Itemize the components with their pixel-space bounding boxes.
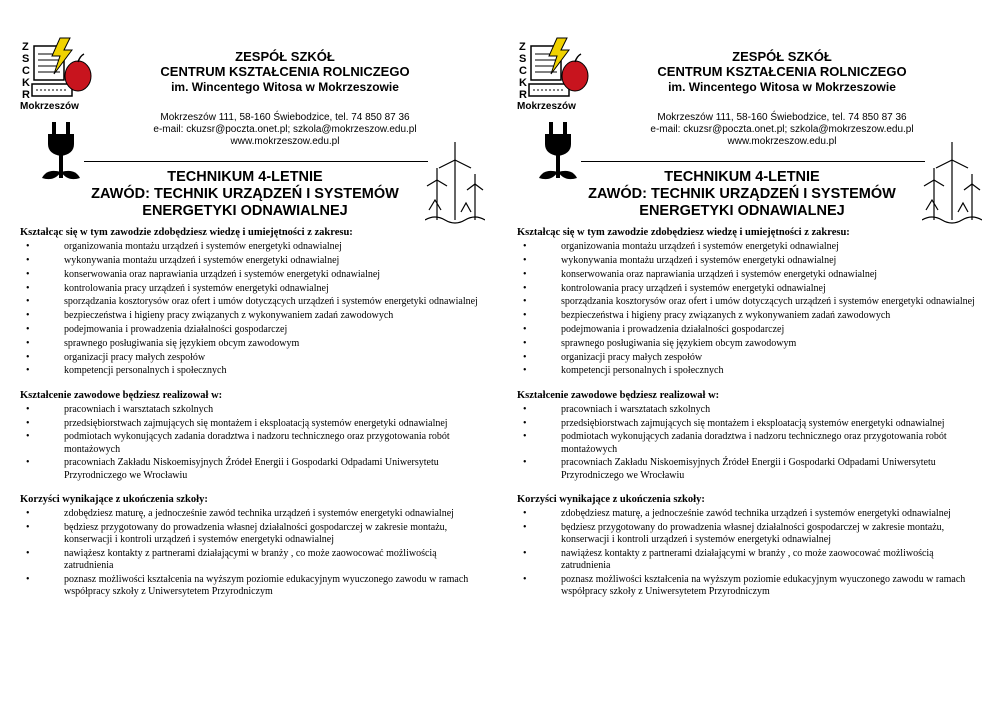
logo-caption: Mokrzeszów [517,101,576,112]
bullet-icon: • [26,310,30,322]
list-item-text: organizacji pracy małych zespołów [561,351,703,363]
bullet-icon: • [26,282,30,294]
list-item [517,431,981,455]
list-item-text: przedsiębiorstwach zajmujących się montażem i eksploatacją systemów energetyki odnawialnej [561,417,945,429]
bullet-icon: • [26,323,30,335]
list-item-text: podejmowania i prowadzenia działalności gospodarczej [561,323,785,335]
training-places-list [517,404,981,482]
logo-letter: S [519,53,527,65]
list-item [517,548,981,572]
list-item-text: konserwowania oraz naprawiania urządzeń i systemów energetyki odnawialnej [64,268,381,280]
bullet-icon: • [26,241,30,253]
training-places-list [20,404,484,482]
list-item-text: sporządzania kosztorysów oraz ofert i umów dotyczących urządzeń i systemów energetyki odnawialnej [64,296,478,308]
logo-letter: Z [519,41,526,53]
list-item-text: sporządzania kosztorysów oraz ofert i umów dotyczących urządzeń i systemów energetyki odnawialnej [561,296,975,308]
bullet-icon: • [523,323,527,335]
email-address: e-mail: ckuzsr@poczta.onet.pl; szkola@mokrzeszow.edu.pl [153,124,417,135]
list-item-text: podmiotach wykonujących zadania doradztwa i nadzoru technicznego oraz przygotowania robót montażowych [64,431,450,455]
profession-title-cont: ENERGETYKI ODNAWIALNEJ [142,203,348,219]
website-link[interactable]: www.mokrzeszow.edu.pl [727,136,837,147]
list-item [20,269,484,281]
list-item-text: pracowniach Zakładu Niskoemisyjnych Źródeł Energii i Gospodarki Odpadami Uniwersytetu Przyrodniczego we Wrocławiu [64,457,439,481]
list-item [20,508,484,520]
bullet-icon: • [523,521,527,533]
program-title: TECHNIKUM 4-LETNIE [664,169,820,185]
list-item-text: organizacji pracy małych zespołów [64,351,206,363]
list-item-text: pracowniach i warsztatach szkolnych [561,403,711,415]
list-item [20,310,484,322]
logo-letter: R [519,89,527,101]
wind-turbines-icon [425,140,485,224]
section-benefits [517,494,981,598]
logo-caption: Mokrzeszów [20,101,79,112]
school-patron: im. Wincentego Witosa w Mokrzeszowie [171,80,399,94]
bullet-icon: • [523,282,527,294]
list-item [517,296,981,308]
bullet-icon: • [26,296,30,308]
list-item [517,404,981,416]
logo-letter: R [22,89,30,101]
list-item-text: kontrolowania pracy urządzeń i systemów energetyki odnawialnej [561,282,826,294]
bullet-icon: • [523,547,527,559]
leaflet-left [20,0,486,702]
list-item-text: pracowniach i warsztatach szkolnych [64,403,214,415]
bullet-icon: • [523,337,527,349]
logo-letter: K [519,77,527,89]
list-item [20,296,484,308]
bullet-icon: • [26,547,30,559]
list-item-text: bezpieczeństwa i higieny pracy związanych z wykonywaniem zadań zawodowych [561,310,891,322]
list-item [517,324,981,336]
postal-address: Mokrzeszów 111, 58-160 Świebodzice, tel. 74 850 87 36 [657,112,907,123]
postal-address: Mokrzeszów 111, 58-160 Świebodzice, tel. 74 850 87 36 [160,112,410,123]
section-heading: Kształcenie zawodowe będziesz realizował w: [20,389,223,401]
list-item-text: sprawnego posługiwania się językiem obcym zawodowym [561,337,797,349]
list-item [517,255,981,267]
section-heading: Korzyści wynikające z ukończenia szkoły: [20,493,208,505]
section-heading: Kształcąc się w tym zawodzie zdobędziesz wiedzę i umiejętności z zakresu: [20,227,353,238]
skills-list [20,241,484,377]
program-title: TECHNIKUM 4-LETNIE [167,169,323,185]
list-item [517,352,981,364]
list-item-text: bezpieczeństwa i higieny pracy związanych z wykonywaniem zadań zawodowych [64,310,394,322]
bullet-icon: • [523,507,527,519]
bullet-icon: • [26,351,30,363]
logo-letter: Z [22,41,29,53]
list-item-text: sprawnego posługiwania się językiem obcym zawodowym [64,337,300,349]
list-item [517,310,981,322]
list-item-text: kontrolowania pracy urządzeń i systemów energetyki odnawialnej [64,282,329,294]
bullet-icon: • [523,573,527,585]
list-item [20,241,484,253]
bullet-icon: • [523,310,527,322]
list-item-text: konserwowania oraz naprawiania urządzeń i systemów energetyki odnawialnej [561,268,878,280]
list-item [20,522,484,546]
list-item [20,338,484,350]
list-item-text: nawiążesz kontakty z partnerami działającymi w branży , co może zaowocować możliwością zatrudnienia [561,547,934,571]
list-item-text: nawiążesz kontakty z partnerami działającymi w branży , co może zaowocować możliwością zatrudnienia [64,547,437,571]
bullet-icon: • [523,417,527,429]
list-item [20,457,484,481]
school-center-name: CENTRUM KSZTAŁCENIA ROLNICZEGO [657,64,907,79]
list-item [517,269,981,281]
list-item-text: wykonywania montażu urządzeń i systemów energetyki odnawialnej [561,255,837,266]
list-item-text: wykonywania montażu urządzeń i systemów energetyki odnawialnej [64,255,340,266]
list-item [517,338,981,350]
list-item [517,241,981,253]
list-item [517,283,981,295]
bullet-icon: • [26,521,30,533]
bullet-icon: • [523,431,527,443]
list-item-text: organizowania montażu urządzeń i systemów energetyki odnawialnej [561,241,839,253]
bullet-icon: • [523,365,527,377]
school-patron: im. Wincentego Witosa w Mokrzeszowie [668,80,896,94]
list-item [517,457,981,481]
benefits-list [20,508,484,598]
bullet-icon: • [523,268,527,280]
list-item [517,365,981,377]
school-center-name: CENTRUM KSZTAŁCENIA ROLNICZEGO [160,64,410,79]
header-divider [84,161,428,162]
section-heading: Kształcenie zawodowe będziesz realizował w: [517,389,720,401]
list-item [517,522,981,546]
list-item [20,365,484,377]
list-item [20,418,484,430]
list-item [20,255,484,267]
website-link[interactable]: www.mokrzeszow.edu.pl [230,136,340,147]
list-item [20,574,484,598]
list-item [20,548,484,572]
logo-letter: S [22,53,30,65]
logo-letter: C [519,65,527,77]
bullet-icon: • [523,351,527,363]
leaflet-body [517,227,981,610]
section-benefits [20,494,484,598]
section-skills [20,227,484,378]
list-item-text: będziesz przygotowany do prowadzenia własnej działalności gospodarczej w zakresie montażu, konserwacji i kontroli urządzeń i systemów energetyki odnawialnej [64,521,448,545]
list-item-text: pracowniach Zakładu Niskoemisyjnych Źródeł Energii i Gospodarki Odpadami Uniwersytetu Przyrodniczego we Wrocławiu [561,457,936,481]
section-training-places [517,390,981,482]
bullet-icon: • [26,417,30,429]
leaflet-body [20,227,484,610]
bullet-icon: • [26,255,30,266]
profession-title-cont: ENERGETYKI ODNAWIALNEJ [639,203,845,219]
list-item [20,324,484,336]
bullet-icon: • [26,457,30,469]
bullet-icon: • [26,431,30,443]
profession-title: ZAWÓD: TECHNIK URZĄDZEŃ I SYSTEMÓW [588,186,896,202]
wind-turbines-icon [922,140,982,224]
list-item [517,574,981,598]
bullet-icon: • [523,241,527,253]
email-address: e-mail: ckuzsr@poczta.onet.pl; szkola@mokrzeszow.edu.pl [650,124,914,135]
list-item-text: podejmowania i prowadzenia działalności gospodarczej [64,323,288,335]
list-item-text: kompetencji personalnych i społecznych [561,365,724,377]
logo-letter: C [22,65,30,77]
list-item [20,352,484,364]
logo-letter: K [22,77,30,89]
list-item [20,283,484,295]
section-heading: Korzyści wynikające z ukończenia szkoły: [517,493,705,505]
list-item-text: poznasz możliwości kształcenia na wyższym poziomie edukacyjnym wyuczonego zawodu w ramach współpracy szkoły z Uniwersytetem Przyrodniczym [561,573,966,597]
bullet-icon: • [26,268,30,280]
list-item-text: przedsiębiorstwach zajmujących się montażem i eksploatacją systemów energetyki odnawialnej [64,417,448,429]
bullet-icon: • [26,365,30,377]
section-training-places [20,390,484,482]
school-name: ZESPÓŁ SZKÓŁ [732,49,832,64]
bullet-icon: • [523,255,527,266]
profession-title: ZAWÓD: TECHNIK URZĄDZEŃ I SYSTEMÓW [91,186,399,202]
list-item [517,418,981,430]
school-name: ZESPÓŁ SZKÓŁ [235,49,335,64]
bullet-icon: • [26,507,30,519]
header-divider [581,161,925,162]
list-item [20,431,484,455]
list-item-text: zdobędziesz maturę, a jednocześnie zawód technika urządzeń i systemów energetyki odnawialnej [64,507,454,519]
bullet-icon: • [26,573,30,585]
list-item-text: podmiotach wykonujących zadania doradztwa i nadzoru technicznego oraz przygotowania robót montażowych [561,431,947,455]
bullet-icon: • [26,337,30,349]
bullet-icon: • [26,403,30,415]
list-item-text: poznasz możliwości kształcenia na wyższym poziomie edukacyjnym wyuczonego zawodu w ramach współpracy szkoły z Uniwersytetem Przyrodniczym [64,573,469,597]
list-item-text: kompetencji personalnych i społecznych [64,365,227,377]
list-item-text: organizowania montażu urządzeń i systemów energetyki odnawialnej [64,241,342,253]
list-item [20,404,484,416]
section-heading: Kształcąc się w tym zawodzie zdobędziesz wiedzę i umiejętności z zakresu: [517,227,850,238]
benefits-list [517,508,981,598]
bullet-icon: • [523,403,527,415]
leaflet-right [517,0,983,702]
list-item-text: będziesz przygotowany do prowadzenia własnej działalności gospodarczej w zakresie montażu, konserwacji i kontroli urządzeń i systemów energetyki odnawialnej [561,521,945,545]
skills-list [517,241,981,377]
list-item-text: zdobędziesz maturę, a jednocześnie zawód technika urządzeń i systemów energetyki odnawialnej [561,507,951,519]
bullet-icon: • [523,457,527,469]
list-item [517,508,981,520]
section-skills [517,227,981,378]
bullet-icon: • [523,296,527,308]
